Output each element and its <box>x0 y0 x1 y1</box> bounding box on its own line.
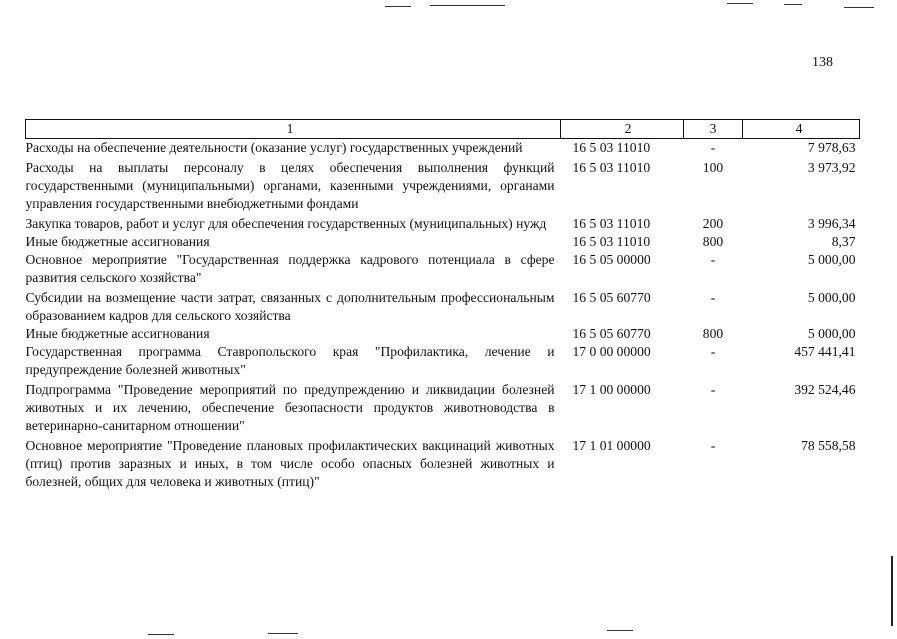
row-amount: 5 000,00 <box>807 326 856 341</box>
row-type: 200 <box>702 216 724 231</box>
row-description: Субсидии на возмещение части затрат, связанных с дополнительным профессиональным образованием кадров для сельского хозяйства <box>25 290 555 323</box>
column-header-4: 4 <box>743 120 860 139</box>
scan-artifact-line <box>148 634 174 635</box>
row-description: Основное мероприятие "Проведение плановых профилактических вакцинаций животных (птиц) против заразных и иных, в том числе особо опасных болезней животных и болезней, общих для человека и животных (птиц)" <box>25 438 555 489</box>
row-type: 800 <box>702 234 724 249</box>
row-code: 17 1 01 00000 <box>572 438 651 453</box>
table-header-row <box>26 120 860 139</box>
page-number: 138 <box>812 55 833 70</box>
scan-artifact-line <box>784 4 802 5</box>
row-description: Иные бюджетные ассигнования <box>25 234 210 249</box>
row-type: - <box>710 252 716 267</box>
column-header-3: 3 <box>684 120 743 139</box>
table-row <box>26 325 860 343</box>
row-code: 16 5 03 11010 <box>572 234 651 249</box>
row-description: Иные бюджетные ассигнования <box>25 326 210 341</box>
row-type: 100 <box>702 160 724 175</box>
table-row <box>26 251 860 287</box>
row-code: 16 5 03 11010 <box>572 216 651 231</box>
table-row <box>26 139 860 158</box>
row-description: Подпрограмма "Проведение мероприятий по предупреждению и ликвидации болезней животных и их лечению, обеспечение безопасности продуктов животноводства в ветеринарно-санитарном отношении" <box>25 382 555 433</box>
table-row <box>26 213 860 233</box>
table-row <box>26 379 860 435</box>
scan-artifact-line <box>430 5 505 6</box>
scan-artifact-line <box>727 3 753 4</box>
row-description: Основное мероприятие "Государственная поддержка кадрового потенциала в сфере развития сельского хозяйства" <box>25 252 555 285</box>
row-description: Государственная программа Ставропольского края "Профилактика, лечение и предупреждение болезней животных" <box>25 344 555 377</box>
column-header-2: 2 <box>561 120 684 139</box>
row-code: 16 5 05 60770 <box>572 326 651 341</box>
row-code: 16 5 03 11010 <box>572 140 651 155</box>
row-amount: 3 973,92 <box>807 160 856 175</box>
row-type: - <box>710 382 716 397</box>
row-description: Расходы на обеспечение деятельности (оказание услуг) государственных учреждений <box>25 140 523 155</box>
scan-artifact-line <box>385 6 411 7</box>
budget-table <box>25 119 860 491</box>
row-amount: 3 996,34 <box>807 216 856 231</box>
row-amount: 5 000,00 <box>807 290 856 305</box>
table-row <box>26 343 860 379</box>
row-code: 17 1 00 00000 <box>572 382 651 397</box>
row-type: - <box>710 344 716 359</box>
row-amount: 78 558,58 <box>801 438 856 453</box>
row-amount: 5 000,00 <box>807 252 856 267</box>
row-description: Расходы на выплаты персоналу в целях обеспечения выполнения функций государственными (муниципальными) органами, казенными учреждениями, органами управления государственными внебюджетными фондами <box>25 160 555 211</box>
row-amount: 392 524,46 <box>794 382 856 397</box>
row-code: 17 0 00 00000 <box>572 344 651 359</box>
row-type: - <box>710 290 716 305</box>
row-code: 16 5 05 60770 <box>572 290 651 305</box>
row-description: Закупка товаров, работ и услуг для обеспечения государственных (муниципальных) нужд <box>25 216 547 231</box>
row-type: - <box>710 140 716 155</box>
row-type: - <box>710 438 716 453</box>
row-amount: 7 978,63 <box>807 140 856 155</box>
table-row <box>26 435 860 491</box>
table-row <box>26 287 860 325</box>
scan-edge-mark <box>891 556 893 626</box>
row-amount: 8,37 <box>831 234 856 249</box>
scan-artifact-line <box>844 7 874 8</box>
table-row <box>26 233 860 251</box>
row-code: 16 5 05 00000 <box>572 252 651 267</box>
row-amount: 457 441,41 <box>794 344 856 359</box>
row-type: 800 <box>702 326 724 341</box>
row-code: 16 5 03 11010 <box>572 160 651 175</box>
scan-artifact-line <box>268 633 298 634</box>
table-row <box>26 157 860 213</box>
scan-artifact-line <box>607 630 633 631</box>
column-header-1: 1 <box>26 120 561 139</box>
